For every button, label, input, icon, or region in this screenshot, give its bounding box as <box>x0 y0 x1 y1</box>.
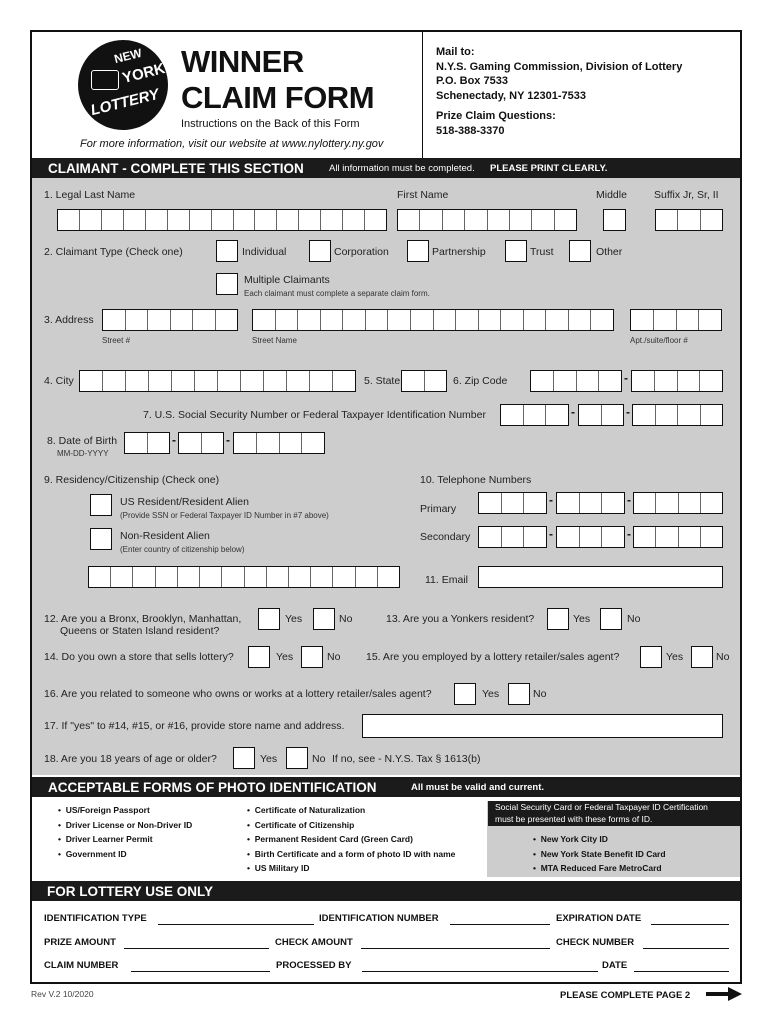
partnership-label: Partnership <box>432 246 486 258</box>
q13-yes-label: Yes <box>573 613 591 625</box>
char-cell[interactable] <box>501 310 524 330</box>
char-cell[interactable] <box>103 310 126 330</box>
char-cell[interactable] <box>524 405 547 425</box>
dob-format: MM-DD-YYYY <box>57 449 109 458</box>
char-cell[interactable] <box>479 310 502 330</box>
q12-no-checkbox[interactable] <box>313 608 335 630</box>
q17-label: 17. If "yes" to #14, #15, or #16, provide store name and address. <box>44 720 345 732</box>
char-cell[interactable] <box>656 210 678 230</box>
char-cell[interactable] <box>133 567 155 587</box>
dob-dash1: - <box>172 433 176 447</box>
char-cell[interactable] <box>700 371 722 391</box>
char-cell[interactable] <box>656 493 678 513</box>
photo-id-col3-line2: must be presented with these forms of ID. <box>495 813 653 824</box>
char-cell[interactable] <box>524 493 546 513</box>
last-name-label: 1. Legal Last Name <box>44 189 136 201</box>
char-cell[interactable] <box>434 310 457 330</box>
char-cell[interactable] <box>465 210 487 230</box>
photo-id-col2 <box>247 803 455 876</box>
char-cell[interactable] <box>310 371 333 391</box>
char-cell[interactable] <box>343 210 365 230</box>
char-cell[interactable] <box>579 405 602 425</box>
char-cell[interactable] <box>148 310 171 330</box>
other-checkbox[interactable] <box>569 240 591 262</box>
us-resident-note: (Provide SSN or Federal Taxpayer ID Number in #7 above) <box>120 511 329 520</box>
country-input[interactable] <box>88 566 400 588</box>
photo-id-note: All must be valid and current. <box>411 782 545 793</box>
char-cell[interactable] <box>58 210 80 230</box>
city-input[interactable] <box>79 370 356 392</box>
char-cell[interactable] <box>602 493 624 513</box>
primary-dash2: - <box>627 493 631 507</box>
q16-yes-label: Yes <box>482 688 500 700</box>
street-name-input[interactable] <box>252 309 614 331</box>
char-cell[interactable] <box>679 527 701 547</box>
char-cell[interactable] <box>111 567 133 587</box>
char-cell[interactable] <box>234 210 256 230</box>
char-cell[interactable] <box>580 493 603 513</box>
char-cell[interactable] <box>411 310 434 330</box>
secondary-area-input[interactable] <box>478 526 547 548</box>
residency-label: 9. Residency/Citizenship (Check one) <box>44 474 220 486</box>
questions-phone: 518-388-3370 <box>436 124 505 137</box>
photo-id-col3-line1: Social Security Card or Federal Taxpayer ID Certification <box>495 802 708 812</box>
char-cell[interactable] <box>287 371 310 391</box>
char-cell[interactable] <box>557 527 580 547</box>
complete-page2-note: PLEASE COMPLETE PAGE 2 <box>560 990 691 1001</box>
q18-note: If no, see - N.Y.S. Tax § 1613(b) <box>332 753 481 765</box>
suffix-label: Suffix Jr, Sr, II <box>654 189 719 201</box>
q16-yes-checkbox[interactable] <box>454 683 476 705</box>
char-cell[interactable] <box>267 567 289 587</box>
id-type-line[interactable] <box>158 924 314 925</box>
char-cell[interactable] <box>378 567 399 587</box>
char-cell[interactable] <box>289 567 311 587</box>
instructions-note: Instructions on the Back of this Form <box>181 118 360 130</box>
version-note: Rev V.2 10/2020 <box>31 989 94 999</box>
multiple-claimants-note: Each claimant must complete a separate claim form. <box>244 289 430 298</box>
claimant-note-bold: PLEASE PRINT CLEARLY. <box>490 163 608 174</box>
photo-id-item: • Permanent Resident Card (Green Card) <box>247 834 413 844</box>
char-cell[interactable] <box>634 493 656 513</box>
photo-id-item: • Birth Certificate and a form of photo ID with name <box>247 848 456 859</box>
char-cell[interactable] <box>200 567 222 587</box>
apt-input[interactable] <box>630 309 722 331</box>
q16-no-checkbox[interactable] <box>508 683 530 705</box>
char-cell[interactable] <box>656 405 679 425</box>
mail-line1: N.Y.S. Gaming Commission, Division of Lottery <box>436 60 683 73</box>
char-cell[interactable] <box>245 567 267 587</box>
char-cell[interactable] <box>701 527 722 547</box>
char-cell[interactable] <box>264 371 287 391</box>
suffix-input[interactable] <box>655 209 723 231</box>
q16-label: 16. Are you related to someone who owns or works at a lottery retailer/sales agent? <box>44 688 432 700</box>
photo-id-item: • Government ID <box>58 848 127 859</box>
individual-checkbox[interactable] <box>216 240 238 262</box>
char-cell[interactable] <box>699 310 721 330</box>
char-cell[interactable] <box>602 527 624 547</box>
q18-no-checkbox[interactable] <box>286 747 308 769</box>
char-cell[interactable] <box>479 493 502 513</box>
id-number-line[interactable] <box>450 924 550 925</box>
claimant-section-bar <box>32 158 740 178</box>
trust-label: Trust <box>530 246 554 258</box>
us-resident-label: US Resident/Resident Alien <box>120 496 249 508</box>
street-number-caption: Street # <box>102 336 131 345</box>
logo-line-york: YORK <box>120 60 167 87</box>
last-name-input[interactable] <box>57 209 387 231</box>
other-label: Other <box>596 246 623 258</box>
char-cell[interactable] <box>356 567 378 587</box>
char-cell[interactable] <box>179 433 202 453</box>
char-cell[interactable] <box>80 371 103 391</box>
partnership-checkbox[interactable] <box>407 240 429 262</box>
q15-yes-checkbox[interactable] <box>640 646 662 668</box>
char-cell[interactable] <box>178 567 200 587</box>
logo-line-new: NEW <box>112 45 144 67</box>
claimant-type-label: 2. Claimant Type (Check one) <box>44 246 183 258</box>
first-name-input[interactable] <box>397 209 577 231</box>
claimant-note: All information must be completed. <box>329 163 475 174</box>
ssn-label: 7. U.S. Social Security Number or Federal Taxpayer Identification Number <box>143 409 486 421</box>
secondary-prefix-input[interactable] <box>556 526 625 548</box>
char-cell[interactable] <box>591 310 613 330</box>
char-cell[interactable] <box>257 433 280 453</box>
char-cell[interactable] <box>554 371 577 391</box>
city-label: 4. City <box>44 375 74 387</box>
mail-to-block <box>436 45 682 138</box>
q16-no-label: No <box>533 688 547 700</box>
expiration-label: EXPIRATION DATE <box>556 913 642 924</box>
char-cell[interactable] <box>212 210 234 230</box>
questions-heading: Prize Claim Questions: <box>436 110 556 122</box>
char-cell[interactable] <box>124 210 146 230</box>
char-cell[interactable] <box>701 493 722 513</box>
char-cell[interactable] <box>321 310 344 330</box>
photo-id-heading: ACCEPTABLE FORMS OF PHOTO IDENTIFICATION <box>48 780 377 795</box>
telephone-label: 10. Telephone Numbers <box>420 474 532 486</box>
website-note: For more information, visit our website at www.nylottery.ny.gov <box>80 138 384 150</box>
zip-label: 6. Zip Code <box>453 375 508 387</box>
multiple-claimants-label: Multiple Claimants <box>244 274 330 286</box>
secondary-label: Secondary <box>420 531 471 543</box>
char-cell[interactable] <box>577 371 600 391</box>
char-cell[interactable] <box>388 310 411 330</box>
q12-line1: 12. Are you a Bronx, Brooklyn, Manhattan, <box>44 613 242 625</box>
street-name-caption: Street Name <box>252 336 297 345</box>
char-cell[interactable] <box>524 310 547 330</box>
char-cell[interactable] <box>524 527 546 547</box>
us-resident-checkbox[interactable] <box>90 494 112 516</box>
char-cell[interactable] <box>425 371 447 391</box>
zip-dash: - <box>624 371 628 385</box>
char-cell[interactable] <box>190 210 212 230</box>
photo-id-item: • US Military ID <box>247 863 310 873</box>
char-cell[interactable] <box>633 405 656 425</box>
claimant-heading: CLAIMANT - COMPLETE THIS SECTION <box>48 161 304 176</box>
char-cell[interactable] <box>216 310 238 330</box>
char-cell[interactable] <box>311 567 333 587</box>
char-cell[interactable] <box>241 371 264 391</box>
photo-id-col3-header <box>488 801 740 826</box>
dob-year-input[interactable] <box>233 432 325 454</box>
primary-dash1: - <box>549 493 553 507</box>
char-cell[interactable] <box>80 210 102 230</box>
photo-id-item: • Driver Learner Permit <box>58 834 153 844</box>
claim-number-line[interactable] <box>131 971 270 972</box>
char-cell[interactable] <box>632 371 655 391</box>
q14-yes-label: Yes <box>276 651 294 663</box>
photo-id-col3 <box>533 832 666 876</box>
char-cell[interactable] <box>89 567 111 587</box>
char-cell[interactable] <box>126 371 149 391</box>
form-title-line2: CLAIM FORM <box>181 80 375 115</box>
char-cell[interactable] <box>172 371 195 391</box>
char-cell[interactable] <box>253 310 276 330</box>
char-cell[interactable] <box>234 433 257 453</box>
q15-no-label: No <box>716 651 730 663</box>
q13-yes-checkbox[interactable] <box>547 608 569 630</box>
zip-input[interactable] <box>530 370 622 392</box>
char-cell[interactable] <box>631 310 654 330</box>
q18-no-label: No <box>312 753 326 765</box>
secondary-dash1: - <box>549 527 553 541</box>
primary-label: Primary <box>420 503 457 515</box>
char-cell[interactable] <box>546 405 568 425</box>
state-label: 5. State <box>364 375 401 387</box>
middle-label: Middle <box>596 189 627 201</box>
q13-no-checkbox[interactable] <box>600 608 622 630</box>
char-cell[interactable] <box>148 433 170 453</box>
q14-yes-checkbox[interactable] <box>248 646 270 668</box>
q12-line2: Queens or Staten Island resident? <box>60 625 220 637</box>
prize-amount-label: PRIZE AMOUNT <box>44 937 116 948</box>
logo-skyline <box>91 70 119 90</box>
char-cell[interactable] <box>569 310 592 330</box>
char-cell[interactable] <box>678 371 701 391</box>
char-cell[interactable] <box>156 567 178 587</box>
char-cell[interactable] <box>654 310 677 330</box>
email-input[interactable] <box>478 566 723 588</box>
form-title-line1: WINNER <box>181 44 304 79</box>
char-cell[interactable] <box>634 527 656 547</box>
char-cell[interactable] <box>222 567 244 587</box>
char-cell[interactable] <box>299 210 321 230</box>
processed-by-line[interactable] <box>362 971 598 972</box>
char-cell[interactable] <box>420 210 442 230</box>
dob-label: 8. Date of Birth <box>47 435 118 447</box>
q18-label: 18. Are you 18 years of age or older? <box>44 753 217 765</box>
char-cell[interactable] <box>479 527 502 547</box>
claim-number-label: CLAIM NUMBER <box>44 960 119 971</box>
q15-label: 15. Are you employed by a lottery retailer/sales agent? <box>366 651 620 663</box>
char-cell[interactable] <box>333 567 355 587</box>
check-amount-line[interactable] <box>361 948 550 949</box>
ssn-part1-input[interactable] <box>500 404 569 426</box>
photo-id-item: • Certificate of Citizenship <box>247 819 355 830</box>
char-cell[interactable] <box>195 371 218 391</box>
secondary-dash2: - <box>627 527 631 541</box>
char-cell[interactable] <box>456 310 479 330</box>
char-cell[interactable] <box>402 371 425 391</box>
photo-id-item: • Certificate of Naturalization <box>247 805 366 815</box>
char-cell[interactable] <box>604 210 625 230</box>
ssn-part3-input[interactable] <box>632 404 723 426</box>
char-cell[interactable] <box>146 210 168 230</box>
check-number-line[interactable] <box>643 948 729 949</box>
corporation-checkbox[interactable] <box>309 240 331 262</box>
q18-yes-label: Yes <box>260 753 278 765</box>
header-divider <box>422 30 423 158</box>
photo-id-item: • MTA Reduced Fare MetroCard <box>533 863 662 873</box>
date-line[interactable] <box>634 971 729 972</box>
char-cell[interactable] <box>218 371 241 391</box>
photo-id-item: • New York State Benefit ID Card <box>533 848 666 859</box>
char-cell[interactable] <box>171 310 194 330</box>
trust-checkbox[interactable] <box>505 240 527 262</box>
middle-initial-input[interactable] <box>603 209 626 231</box>
q14-no-checkbox[interactable] <box>301 646 323 668</box>
char-cell[interactable] <box>656 527 678 547</box>
q12-no-label: No <box>339 613 353 625</box>
ssn-part2-input[interactable] <box>578 404 624 426</box>
char-cell[interactable] <box>678 210 700 230</box>
photo-id-item: • New York City ID <box>533 834 608 844</box>
zip-plus4-input[interactable] <box>631 370 723 392</box>
char-cell[interactable] <box>193 310 216 330</box>
email-label: 11. Email <box>425 574 468 586</box>
char-cell[interactable] <box>125 433 148 453</box>
char-cell[interactable] <box>276 310 299 330</box>
char-cell[interactable] <box>168 210 190 230</box>
char-cell[interactable] <box>126 310 149 330</box>
mail-line2: P.O. Box 7533 <box>436 75 508 87</box>
char-cell[interactable] <box>532 210 554 230</box>
check-number-label: CHECK NUMBER <box>556 937 635 948</box>
char-cell[interactable] <box>557 493 580 513</box>
q13-no-label: No <box>627 613 641 625</box>
char-cell[interactable] <box>365 210 386 230</box>
lottery-use-bar <box>32 881 740 901</box>
char-cell[interactable] <box>701 405 723 425</box>
address-label: 3. Address <box>44 314 94 326</box>
check-amount-label: CHECK AMOUNT <box>275 937 353 948</box>
photo-id-bar <box>32 777 740 797</box>
q15-no-checkbox[interactable] <box>691 646 713 668</box>
id-number-label: IDENTIFICATION NUMBER <box>319 913 439 924</box>
char-cell[interactable] <box>502 493 525 513</box>
ssn-dash1: - <box>571 405 575 419</box>
char-cell[interactable] <box>255 210 277 230</box>
q12-yes-label: Yes <box>285 613 303 625</box>
char-cell[interactable] <box>531 371 554 391</box>
char-cell[interactable] <box>501 405 524 425</box>
char-cell[interactable] <box>280 433 303 453</box>
char-cell[interactable] <box>502 527 525 547</box>
id-type-label: IDENTIFICATION TYPE <box>44 913 147 924</box>
processed-by-label: PROCESSED BY <box>276 960 352 971</box>
char-cell[interactable] <box>555 210 576 230</box>
q15-yes-label: Yes <box>666 651 684 663</box>
first-name-label: First Name <box>397 189 449 201</box>
ssn-dash2: - <box>626 405 630 419</box>
mail-heading: Mail to: <box>436 46 475 58</box>
photo-id-item: • Driver License or Non-Driver ID <box>58 819 193 830</box>
char-cell[interactable] <box>488 210 510 230</box>
state-input[interactable] <box>401 370 447 392</box>
primary-area-input[interactable] <box>478 492 547 514</box>
char-cell[interactable] <box>443 210 465 230</box>
mail-line3: Schenectady, NY 12301-7533 <box>436 89 587 102</box>
char-cell[interactable] <box>510 210 532 230</box>
street-number-input[interactable] <box>102 309 238 331</box>
secondary-line-input[interactable] <box>633 526 723 548</box>
dob-month-input[interactable] <box>124 432 170 454</box>
char-cell[interactable] <box>302 433 324 453</box>
dob-day-input[interactable] <box>178 432 224 454</box>
char-cell[interactable] <box>298 310 321 330</box>
char-cell[interactable] <box>602 405 624 425</box>
photo-id-col1 <box>58 803 192 861</box>
char-cell[interactable] <box>321 210 343 230</box>
logo-line-lottery: LOTTERY <box>88 85 161 120</box>
primary-line-input[interactable] <box>633 492 723 514</box>
photo-id-item: • US/Foreign Passport <box>58 805 150 815</box>
char-cell[interactable] <box>277 210 299 230</box>
char-cell[interactable] <box>678 405 701 425</box>
char-cell[interactable] <box>580 527 603 547</box>
individual-label: Individual <box>242 246 287 258</box>
prize-amount-line[interactable] <box>124 948 269 949</box>
char-cell[interactable] <box>599 371 621 391</box>
corporation-label: Corporation <box>334 246 389 258</box>
non-resident-note: (Enter country of citizenship below) <box>120 545 245 554</box>
primary-prefix-input[interactable] <box>556 492 625 514</box>
char-cell[interactable] <box>546 310 569 330</box>
char-cell[interactable] <box>398 210 420 230</box>
non-resident-checkbox[interactable] <box>90 528 112 550</box>
char-cell[interactable] <box>333 371 355 391</box>
multiple-claimants-checkbox[interactable] <box>216 273 238 295</box>
non-resident-label: Non-Resident Alien <box>120 530 210 542</box>
date-label: DATE <box>602 960 628 971</box>
dob-dash2: - <box>226 433 230 447</box>
char-cell[interactable] <box>655 371 678 391</box>
q18-yes-checkbox[interactable] <box>233 747 255 769</box>
q13-label: 13. Are you a Yonkers resident? <box>386 613 535 625</box>
apt-caption: Apt./suite/floor # <box>630 336 688 345</box>
q12-yes-checkbox[interactable] <box>258 608 280 630</box>
expiration-line[interactable] <box>651 924 729 925</box>
char-cell[interactable] <box>103 371 126 391</box>
store-info-input[interactable] <box>362 714 723 738</box>
char-cell[interactable] <box>102 210 124 230</box>
char-cell[interactable] <box>202 433 224 453</box>
char-cell[interactable] <box>679 493 701 513</box>
char-cell[interactable] <box>149 371 172 391</box>
char-cell[interactable] <box>677 310 700 330</box>
q14-label: 14. Do you own a store that sells lottery? <box>44 651 234 663</box>
q14-no-label: No <box>327 651 341 663</box>
lottery-use-heading: FOR LOTTERY USE ONLY <box>47 884 214 899</box>
arrow-right-icon <box>706 987 742 1001</box>
char-cell[interactable] <box>343 310 366 330</box>
lottery-logo <box>78 40 168 130</box>
char-cell[interactable] <box>366 310 389 330</box>
char-cell[interactable] <box>701 210 722 230</box>
